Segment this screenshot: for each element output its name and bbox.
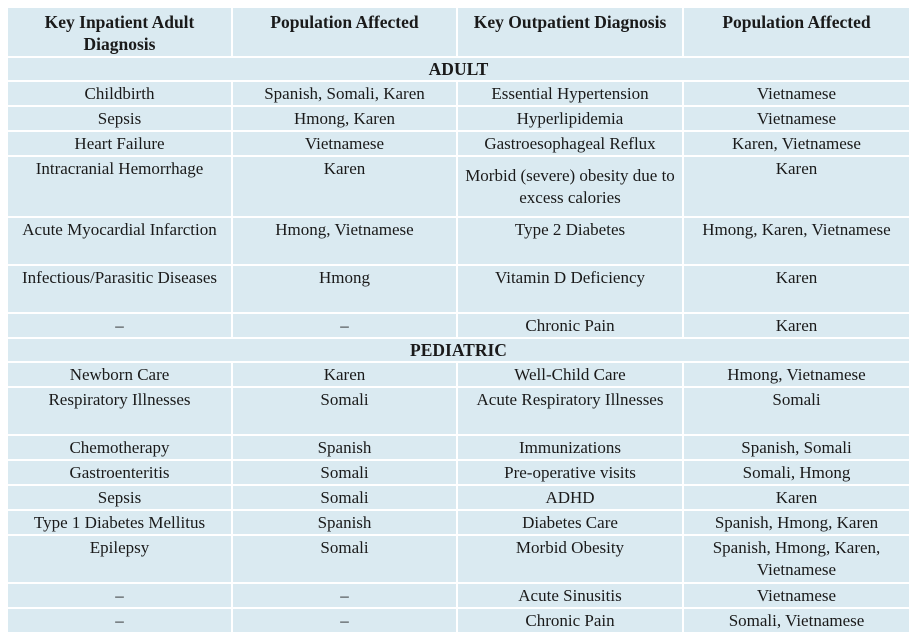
header-inpatient-population: Population Affected	[232, 7, 457, 57]
inpatient-diagnosis-cell: Acute Myocardial Infarction	[7, 217, 232, 265]
inpatient-population-cell: Hmong, Vietnamese	[232, 217, 457, 265]
outpatient-population-cell: Vietnamese	[683, 583, 910, 608]
outpatient-diagnosis-cell: Chronic Pain	[457, 313, 683, 338]
inpatient-population-cell: Spanish, Somali, Karen	[232, 81, 457, 106]
table-row	[7, 435, 910, 460]
outpatient-population-cell: Somali, Vietnamese	[683, 608, 910, 633]
outpatient-population-cell: Somali	[683, 387, 910, 435]
section-row	[7, 338, 910, 362]
outpatient-diagnosis-cell: Vitamin D Deficiency	[457, 265, 683, 313]
inpatient-population-cell: –	[232, 608, 457, 633]
table-row	[7, 265, 910, 313]
outpatient-diagnosis-cell: Pre-operative visits	[457, 460, 683, 485]
inpatient-diagnosis-cell: Type 1 Diabetes Mellitus	[7, 510, 232, 535]
inpatient-population-cell: Spanish	[232, 510, 457, 535]
inpatient-diagnosis-cell: Heart Failure	[7, 131, 232, 156]
table-row	[7, 387, 910, 435]
inpatient-diagnosis-cell: Newborn Care	[7, 362, 232, 387]
inpatient-population-cell: Karen	[232, 156, 457, 217]
inpatient-population-cell: Hmong	[232, 265, 457, 313]
inpatient-population-cell: Spanish	[232, 435, 457, 460]
inpatient-population-cell: Vietnamese	[232, 131, 457, 156]
outpatient-population-cell: Karen, Vietnamese	[683, 131, 910, 156]
table-row	[7, 362, 910, 387]
outpatient-population-cell: Karen	[683, 313, 910, 338]
inpatient-diagnosis-cell: Childbirth	[7, 81, 232, 106]
header-outpatient-population: Population Affected	[683, 7, 910, 57]
inpatient-population-cell: Karen	[232, 362, 457, 387]
table-row	[7, 510, 910, 535]
table-row	[7, 156, 910, 217]
table-row	[7, 313, 910, 338]
outpatient-diagnosis-cell: Chronic Pain	[457, 608, 683, 633]
table-row	[7, 608, 910, 633]
inpatient-population-cell: Somali	[232, 460, 457, 485]
table-row	[7, 460, 910, 485]
table-body	[7, 57, 910, 633]
inpatient-diagnosis-cell: Respiratory Illnesses	[7, 387, 232, 435]
inpatient-population-cell: Somali	[232, 485, 457, 510]
outpatient-population-cell: Karen	[683, 485, 910, 510]
inpatient-population-cell: –	[232, 313, 457, 338]
table-row	[7, 485, 910, 510]
header-outpatient-diagnosis: Key Outpatient Diagnosis	[457, 7, 683, 57]
outpatient-diagnosis-cell: ADHD	[457, 485, 683, 510]
outpatient-population-cell: Somali, Hmong	[683, 460, 910, 485]
diagnosis-table	[6, 6, 911, 634]
section-row	[7, 57, 910, 81]
outpatient-diagnosis-cell: Acute Respiratory Illnesses	[457, 387, 683, 435]
section-title: ADULT	[7, 57, 910, 81]
table-row	[7, 81, 910, 106]
outpatient-diagnosis-cell: Diabetes Care	[457, 510, 683, 535]
inpatient-diagnosis-cell: Sepsis	[7, 106, 232, 131]
outpatient-population-cell: Spanish, Somali	[683, 435, 910, 460]
outpatient-population-cell: Spanish, Hmong, Karen	[683, 510, 910, 535]
outpatient-population-cell: Karen	[683, 265, 910, 313]
table-row	[7, 535, 910, 583]
table-row	[7, 217, 910, 265]
outpatient-population-cell: Karen	[683, 156, 910, 217]
table-row	[7, 583, 910, 608]
outpatient-population-cell: Hmong, Vietnamese	[683, 362, 910, 387]
inpatient-diagnosis-cell: Chemotherapy	[7, 435, 232, 460]
outpatient-diagnosis-cell: Essential Hypertension	[457, 81, 683, 106]
inpatient-diagnosis-cell: Intracranial Hemorrhage	[7, 156, 232, 217]
outpatient-diagnosis-cell: Morbid Obesity	[457, 535, 683, 583]
inpatient-diagnosis-cell: Infectious/Parasitic Diseases	[7, 265, 232, 313]
outpatient-diagnosis-cell: Gastroesophageal Reflux	[457, 131, 683, 156]
inpatient-diagnosis-cell: Epilepsy	[7, 535, 232, 583]
header-row	[7, 7, 910, 57]
header-inpatient-diagnosis: Key Inpatient Adult Diagnosis	[7, 7, 232, 57]
outpatient-population-cell: Vietnamese	[683, 81, 910, 106]
inpatient-diagnosis-cell: –	[7, 313, 232, 338]
inpatient-population-cell: Somali	[232, 535, 457, 583]
inpatient-diagnosis-cell: Sepsis	[7, 485, 232, 510]
section-title: PEDIATRIC	[7, 338, 910, 362]
inpatient-population-cell: Somali	[232, 387, 457, 435]
outpatient-diagnosis-cell: Acute Sinusitis	[457, 583, 683, 608]
inpatient-diagnosis-cell: –	[7, 608, 232, 633]
outpatient-diagnosis-cell: Hyperlipidemia	[457, 106, 683, 131]
outpatient-diagnosis-cell: Type 2 Diabetes	[457, 217, 683, 265]
outpatient-diagnosis-cell: Immunizations	[457, 435, 683, 460]
table-row	[7, 106, 910, 131]
inpatient-diagnosis-cell: –	[7, 583, 232, 608]
table-row	[7, 131, 910, 156]
inpatient-diagnosis-cell: Gastroenteritis	[7, 460, 232, 485]
outpatient-population-cell: Spanish, Hmong, Karen, Vietnamese	[683, 535, 910, 583]
outpatient-diagnosis-cell: Morbid (severe) obesity due to excess calories	[457, 156, 683, 217]
inpatient-population-cell: –	[232, 583, 457, 608]
outpatient-population-cell: Vietnamese	[683, 106, 910, 131]
inpatient-population-cell: Hmong, Karen	[232, 106, 457, 131]
outpatient-population-cell: Hmong, Karen, Vietnamese	[683, 217, 910, 265]
outpatient-diagnosis-cell: Well-Child Care	[457, 362, 683, 387]
